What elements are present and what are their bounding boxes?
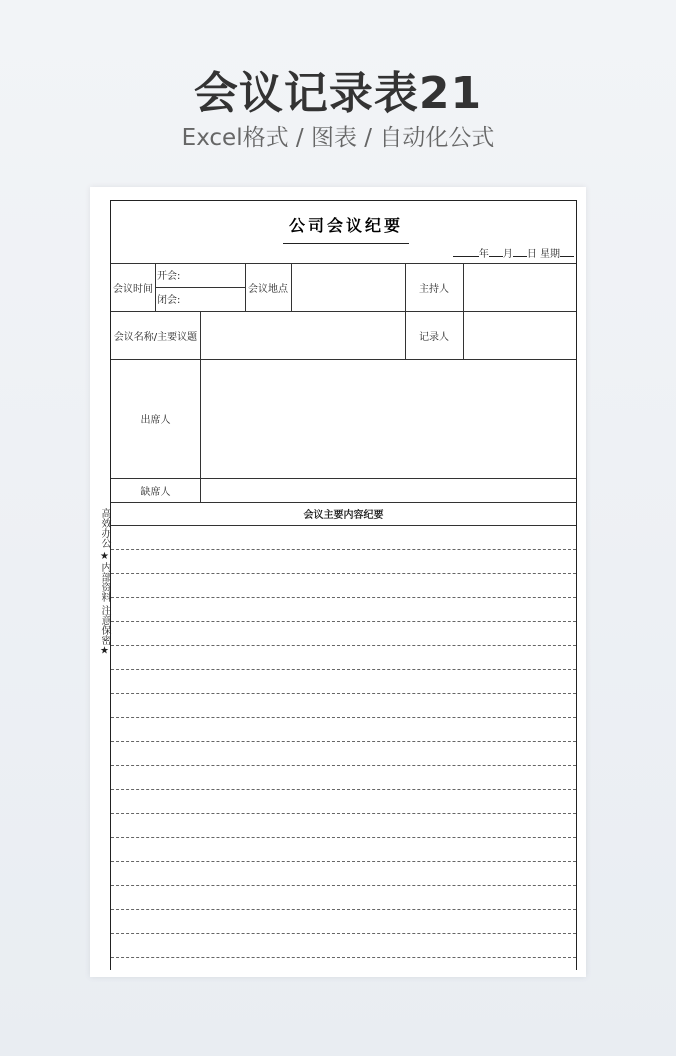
absentees-label: 缺席人: [140, 486, 171, 498]
date-month-label: 月: [502, 249, 513, 260]
date-year-label: 年: [478, 249, 489, 260]
recorder-field[interactable]: [464, 312, 576, 358]
host-label: 主持人: [419, 283, 449, 295]
recorder-label: 记录人: [419, 331, 449, 343]
location-field[interactable]: [292, 264, 405, 310]
host-field[interactable]: [464, 264, 576, 310]
meeting-minutes-form: [110, 200, 577, 970]
absentees-field[interactable]: [201, 479, 576, 501]
open-time-label: 开会:: [157, 271, 181, 282]
form-title: 公司会议纪要: [283, 215, 409, 244]
meeting-name-label: 会议名称/主要议题: [113, 331, 198, 343]
banner-subtitle: Excel格式 / 图表 / 自动化公式: [181, 125, 495, 151]
date-day-label: 日: [526, 249, 537, 260]
content-heading: 会议主要内容纪要: [303, 510, 384, 521]
date-line[interactable]: [453, 245, 574, 260]
meeting-name-field[interactable]: [201, 312, 405, 358]
side-note: 高效办公 ★内部资料 注意保密★: [99, 508, 110, 657]
close-time-label: 闭会:: [157, 295, 181, 306]
date-weekday-label: 星期: [540, 249, 560, 260]
attendees-field[interactable]: [201, 360, 576, 477]
location-label: 会议地点: [248, 283, 288, 295]
attendees-label: 出席人: [140, 415, 171, 426]
banner-title: 会议记录表21: [193, 68, 483, 119]
content-notes-area[interactable]: [111, 526, 576, 971]
meeting-time-label: 会议时间: [113, 283, 153, 295]
